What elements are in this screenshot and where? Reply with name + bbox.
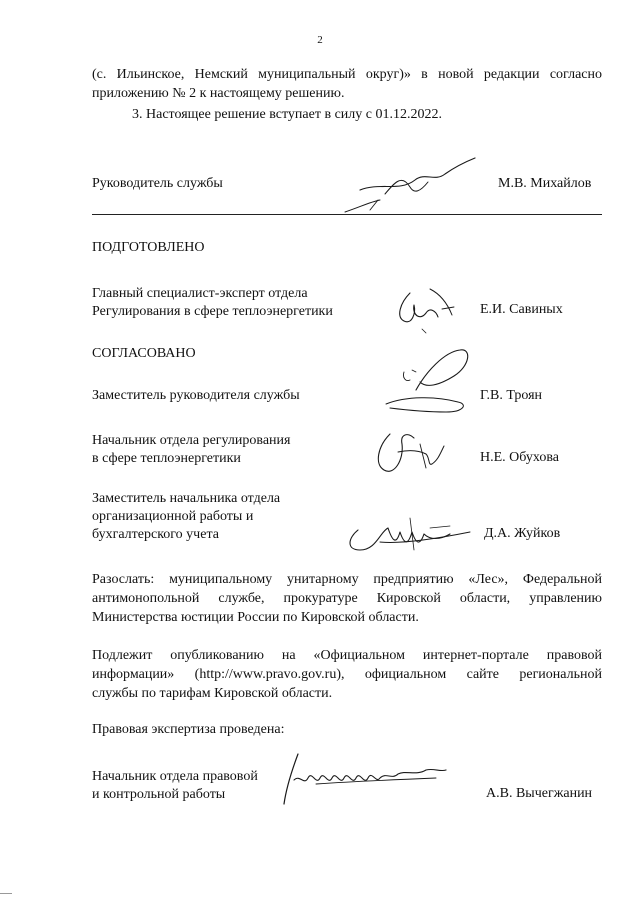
intro-line-1: (с. Ильинское, Немский муниципальный округ)» в новой редакции согласно xyxy=(92,67,602,82)
agreed-signer2-name: Н.Е. Обухова xyxy=(480,450,559,465)
distribution-line-1: Разослать: муниципальному унитарному предприятию «Лес», Федеральной xyxy=(92,572,602,587)
agreed-signer3-position xyxy=(92,490,280,544)
legal-review-signature xyxy=(276,750,456,810)
agreed-heading: СОГЛАСОВАНО xyxy=(92,346,196,361)
publication xyxy=(92,646,602,703)
prepared-position xyxy=(92,285,333,321)
head-signature xyxy=(340,152,480,222)
resolution-item-3: 3. Настоящее решение вступает в силу с 01.12.2022. xyxy=(132,107,442,122)
agreed-signer3-position-line-1: Заместитель начальника отдела xyxy=(92,491,281,506)
agreed-signer3-signature xyxy=(340,510,480,560)
legal-review-name: А.В. Вычегжанин xyxy=(486,786,593,801)
agreed-signer2-position-line-1: Начальник отдела регулирования xyxy=(92,433,291,448)
legal-review-position xyxy=(92,768,258,804)
agreed-signer3-position-line-2: организационной работы и xyxy=(92,509,254,524)
distribution xyxy=(92,570,602,627)
agreed-signer1-position: Заместитель руководителя службы xyxy=(92,388,300,403)
legal-review-heading: Правовая экспертиза проведена: xyxy=(92,722,285,737)
head-position: Руководитель службы xyxy=(92,176,223,191)
legal-review-position-line-2: и контрольной работы xyxy=(92,787,226,802)
signature-rule xyxy=(92,214,602,215)
agreed-signer2-position-line-2: в сфере теплоэнергетики xyxy=(92,451,241,466)
prepared-name: Е.И. Савиных xyxy=(480,302,563,317)
page-number: 2 xyxy=(317,34,323,46)
agreed-signer2-position xyxy=(92,432,290,468)
publication-line-2: информации» (http://www.pravo.gov.ru), официальном сайте региональной xyxy=(92,667,602,682)
publication-line-1: Подлежит опубликованию на «Официальном интернет-портале правовой xyxy=(92,648,602,663)
prepared-position-line-2: Регулирования в сфере теплоэнергетики xyxy=(92,304,333,319)
agreed-signer1-signature xyxy=(376,342,476,422)
agreed-signer3-position-line-3: бухгалтерского учета xyxy=(92,527,219,542)
prepared-signature xyxy=(392,285,462,340)
prepared-heading: ПОДГОТОВЛЕНО xyxy=(92,240,205,255)
distribution-line-2: антимонопольной службе, прокуратуре Кировской области, управлению xyxy=(92,591,602,606)
publication-line-3: службы по тарифам Кировской области. xyxy=(92,686,333,701)
head-name: М.В. Михайлов xyxy=(498,176,592,191)
scan-edge-mark xyxy=(0,893,12,894)
agreed-signer1-name: Г.В. Троян xyxy=(480,388,543,403)
prepared-position-line-1: Главный специалист-эксперт отдела xyxy=(92,286,308,301)
legal-review-position-line-1: Начальник отдела правовой xyxy=(92,769,258,784)
distribution-line-3: Министерства юстиции России по Кировской области. xyxy=(92,610,419,625)
agreed-signer3-name: Д.А. Жуйков xyxy=(484,526,561,541)
intro-line-2: приложению № 2 к настоящему решению. xyxy=(92,86,345,101)
agreed-signer2-signature xyxy=(368,424,458,484)
